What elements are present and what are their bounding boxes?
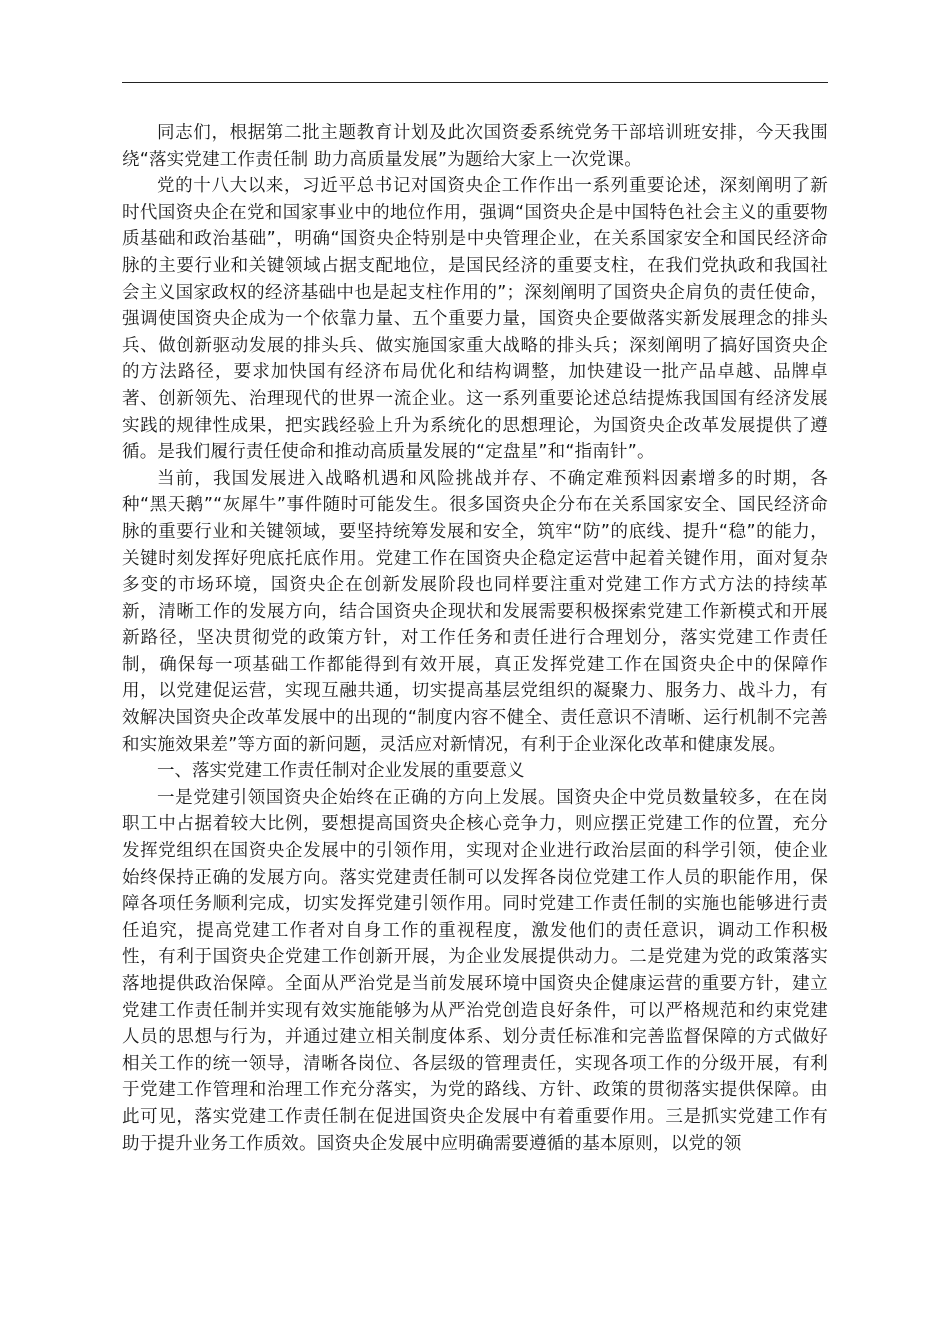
paragraph-important-discourse: 党的十八大以来，习近平总书记对国资央企工作作出一系列重要论述，深刻阐明了新时代国资央企在党和国家事业中的地位作用，强调“国资央企是中国特色社会主义的重要物质基础和政治基础”，明确“国资央企特别是中央管理企业，在关系国家安全和国民经济命脉的主要行业和关键领域占据支配地位，是国民经济的重要支柱，在我们党执政和我国社会主义国家政权的经济基础中也是起支柱作用的”；深刻阐明了国资央企肩负的责任使命，强调使国资央企成为一个依靠力量、五个重要力量，国资央企要做落实新发展理念的排头兵、做创新驱动发展的排头兵、做实施国家重大战略的排头兵；深刻阐明了搞好国资央企的方法路径，要求加快国有经济布局优化和结构调整，加快建设一批产品卓越、品牌卓著、创新领先、治理现代的世界一流企业。这一系列重要论述总结提炼我国国有经济发展实践的规律性成果，把实践经验上升为系统化的思想理论，为国资央企改革发展提供了遵循。是我们履行责任使命和推动高质量发展的“定盘星”和“指南针”。 (122, 176, 828, 463)
paragraph-section-one: 一是党建引领国资央企始终在正确的方向上发展。国资央企中党员数量较多，在在岗职工中占据着较大比例，要想提高国资央企核心竞争力，则应摆正党建工作的位置，充分发挥党组织在国资央企发展中的引领作用，实现对企业进行政治层面的科学引领，使企业始终保持正确的发展方向。落实党建责任制可以发挥各岗位党建工作人员的职能作用，保障各项任务顺利完成，切实发挥党建引领作用。同时党建工作责任制的实施也能够进行责任追究，提高党建工作者对自身工作的重视程度，激发他们的责任意识，调动工作积极性，有利于国资央企党建工作创新开展，为企业发展提供动力。二是党建为党的政策落实落地提供政治保障。全面从严治党是当前发展环境中国资央企健康运营的重要方针，建立党建工作责任制并实现有效实施能够为从严治党创造良好条件，可以严格规范和约束党建人员的思想与行为，并通过建立相关制度体系、划分责任标准和完善监督保障的方式做好相关工作的统一领导，清晰各岗位、各层级的管理责任，实现各项工作的分级开展，有利于党建工作管理和治理工作充分落实，为党的路线、方针、政策的贯彻落实提供保障。由此可见，落实党建工作责任制在促进国资央企发展中有着重要作用。三是抓实党建工作有助于提升业务工作质效。国资央企发展中应明确需要遵循的基本原则，以党的领 (122, 787, 828, 1154)
header-rule (122, 82, 828, 83)
paragraph-opening: 同志们，根据第二批主题教育计划及此次国资委系统党务干部培训班安排，今天我围绕“落实党建工作责任制 助力高质量发展”为题给大家上一次党课。 (122, 123, 828, 170)
section-heading: 一、落实党建工作责任制对企业发展的重要意义 (157, 761, 525, 782)
paragraph-current-situation: 当前，我国发展进入战略机遇和风险挑战并存、不确定难预料因素增多的时期，各种“黑天鹅”“灰犀牛”事件随时可能发生。很多国资央企分布在关系国家安全、国民经济命脉的重要行业和关键领域，要坚持统筹发展和安全，筑牢“防”的底线、提升“稳”的能力，关键时刻发挥好兜底托底作用。党建工作在国资央企稳定运营中起着关键作用，面对复杂多变的市场环境，国资央企在创新发展阶段也同样要注重对党建工作方式方法的持续革新，清晰工作的发展方向，结合国资央企现状和发展需要积极探索党建工作新模式和开展新路径，坚决贯彻党的政策方针，对工作任务和责任进行合理划分，落实党建工作责任制，确保每一项基础工作都能得到有效开展，真正发挥党建工作在国资央企中的保障作用，以党建促运营，实现互融共通，切实提高基层党组织的凝聚力、服务力、战斗力，有效解决国资央企改革发展中的出现的“制度内容不健全、责任意识不清晰、运行机制不完善和实施效果差”等方面的新问题，灵活应对新情况，有利于企业深化改革和健康发展。 (122, 468, 828, 755)
document-body (122, 120, 828, 1157)
